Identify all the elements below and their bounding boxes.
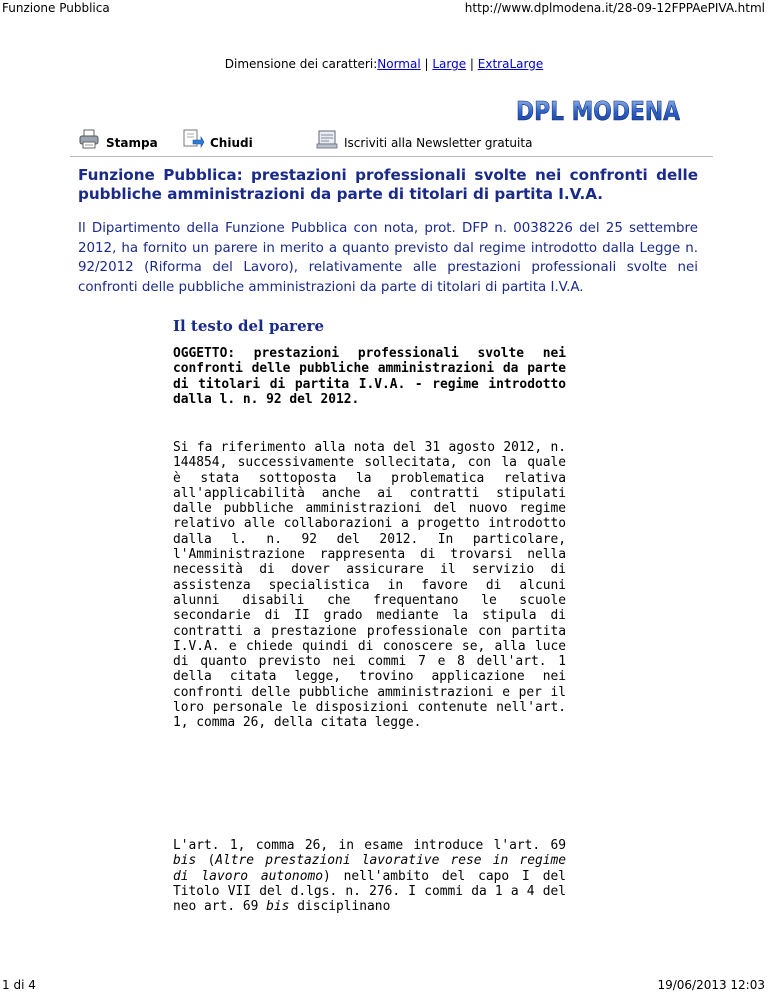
header-divider [70, 156, 713, 157]
p2-part-a: L'art. 1, comma 26, in esame introduce l'art. 69 [173, 838, 566, 853]
logo-text: DPL MODENA [516, 97, 680, 127]
body-paragraph-2 [173, 838, 566, 914]
font-large-link[interactable]: Large [432, 57, 467, 71]
font-size-label: Dimensione dei caratteri: [224, 57, 378, 71]
p2-bis-1: bis [173, 853, 197, 869]
dpl-modena-logo[interactable] [514, 93, 684, 127]
article-title: Funzione Pubblica: prestazioni professionali svolte nei confronti delle pubbliche amministrazioni da parte di titolari di partita I.V.A. [78, 166, 698, 203]
article-intro: Il Dipartimento della Funzione Pubblica con nota, prot. DFP n. 0038226 del 25 settembre 2012, ha fornito un parere in merito a quanto previsto dal regime introdotto dalla Legge n. 92/2012 (Riforma del Lavoro), relativamente alle prestazioni professionali svolte nei confronti delle pubbliche amministrazioni da parte di titolari di partita I.V.A. [78, 221, 698, 295]
section-heading: Il testo del parere [173, 317, 325, 335]
p2-italic-title: Altre prestazioni lavorative rese in regime di lavoro autonomo [173, 853, 566, 884]
font-normal-link[interactable]: Normal [377, 57, 421, 71]
newsletter-label: Iscriviti alla Newsletter gratuita [344, 136, 533, 150]
font-extralarge-link[interactable]: ExtraLarge [477, 57, 544, 71]
oggetto-paragraph: OGGETTO: prestazioni professionali svolte nei confronti delle pubbliche amministrazioni da parte di titolari di partita I.V.A. - regime introdotto dalla l. n. 92 del 2012. [173, 346, 566, 407]
p2-part-b: ( [196, 853, 216, 869]
print-datetime: 19/06/2013 12:03 [657, 978, 765, 992]
newsletter-link[interactable] [316, 128, 532, 150]
p2-part-c: ) nell'ambito del capo I del Titolo VII del d.lgs. n. 276. I commi da 1 a 4 del neo art. 69 [173, 868, 566, 915]
font-separator-1: | [420, 57, 433, 71]
close-button[interactable] [182, 128, 253, 150]
print-button[interactable] [78, 128, 158, 150]
p2-part-d: disciplinano [289, 899, 391, 915]
body-paragraph-1: Si fa riferimento alla nota del 31 agosto 2012, n. 144854, successivamente sollecitata, con la quale è stata sottoposta la problematica relativa all'applicabilità anche ai contratti stipulati dalle pubbliche amministrazioni del nuovo regime relativo alle collaborazioni a progetto introdotto dalla l. n. 92 del 2012. In particolare, l'Amministrazione rappresenta di trovarsi nella necessità di dover assicurare il servizio di assistenza specialistica in favore di alcuni alunni disabili che frequentano le scuole secondarie di II grado mediante la stipula di contratti a prestazione professionale con partita I.V.A. e chiede quindi di conoscere se, alla luce di quanto previsto nei commi 7 e 8 dell'art. 1 della citata legge, trovino applicazione nei confronti delle pubbliche amministrazioni e per il loro personale le disposizioni contenute nell'art. 1, comma 26, della citata legge. [173, 440, 566, 731]
newsletter-icon [316, 128, 338, 150]
p2-bis-2: bis [266, 899, 290, 915]
print-label: Stampa [106, 136, 158, 150]
close-window-icon [182, 128, 204, 150]
browser-url: http://www.dplmodena.it/28-09-12FPPAePIVA.html [464, 1, 765, 15]
close-label: Chiudi [210, 136, 253, 150]
font-size-bar [0, 57, 768, 71]
font-separator-2: | [466, 57, 478, 71]
toolbar [78, 128, 718, 154]
page-counter: 1 di 4 [2, 978, 36, 992]
browser-page-title: Funzione Pubblica [2, 1, 110, 15]
printer-icon [78, 128, 100, 150]
